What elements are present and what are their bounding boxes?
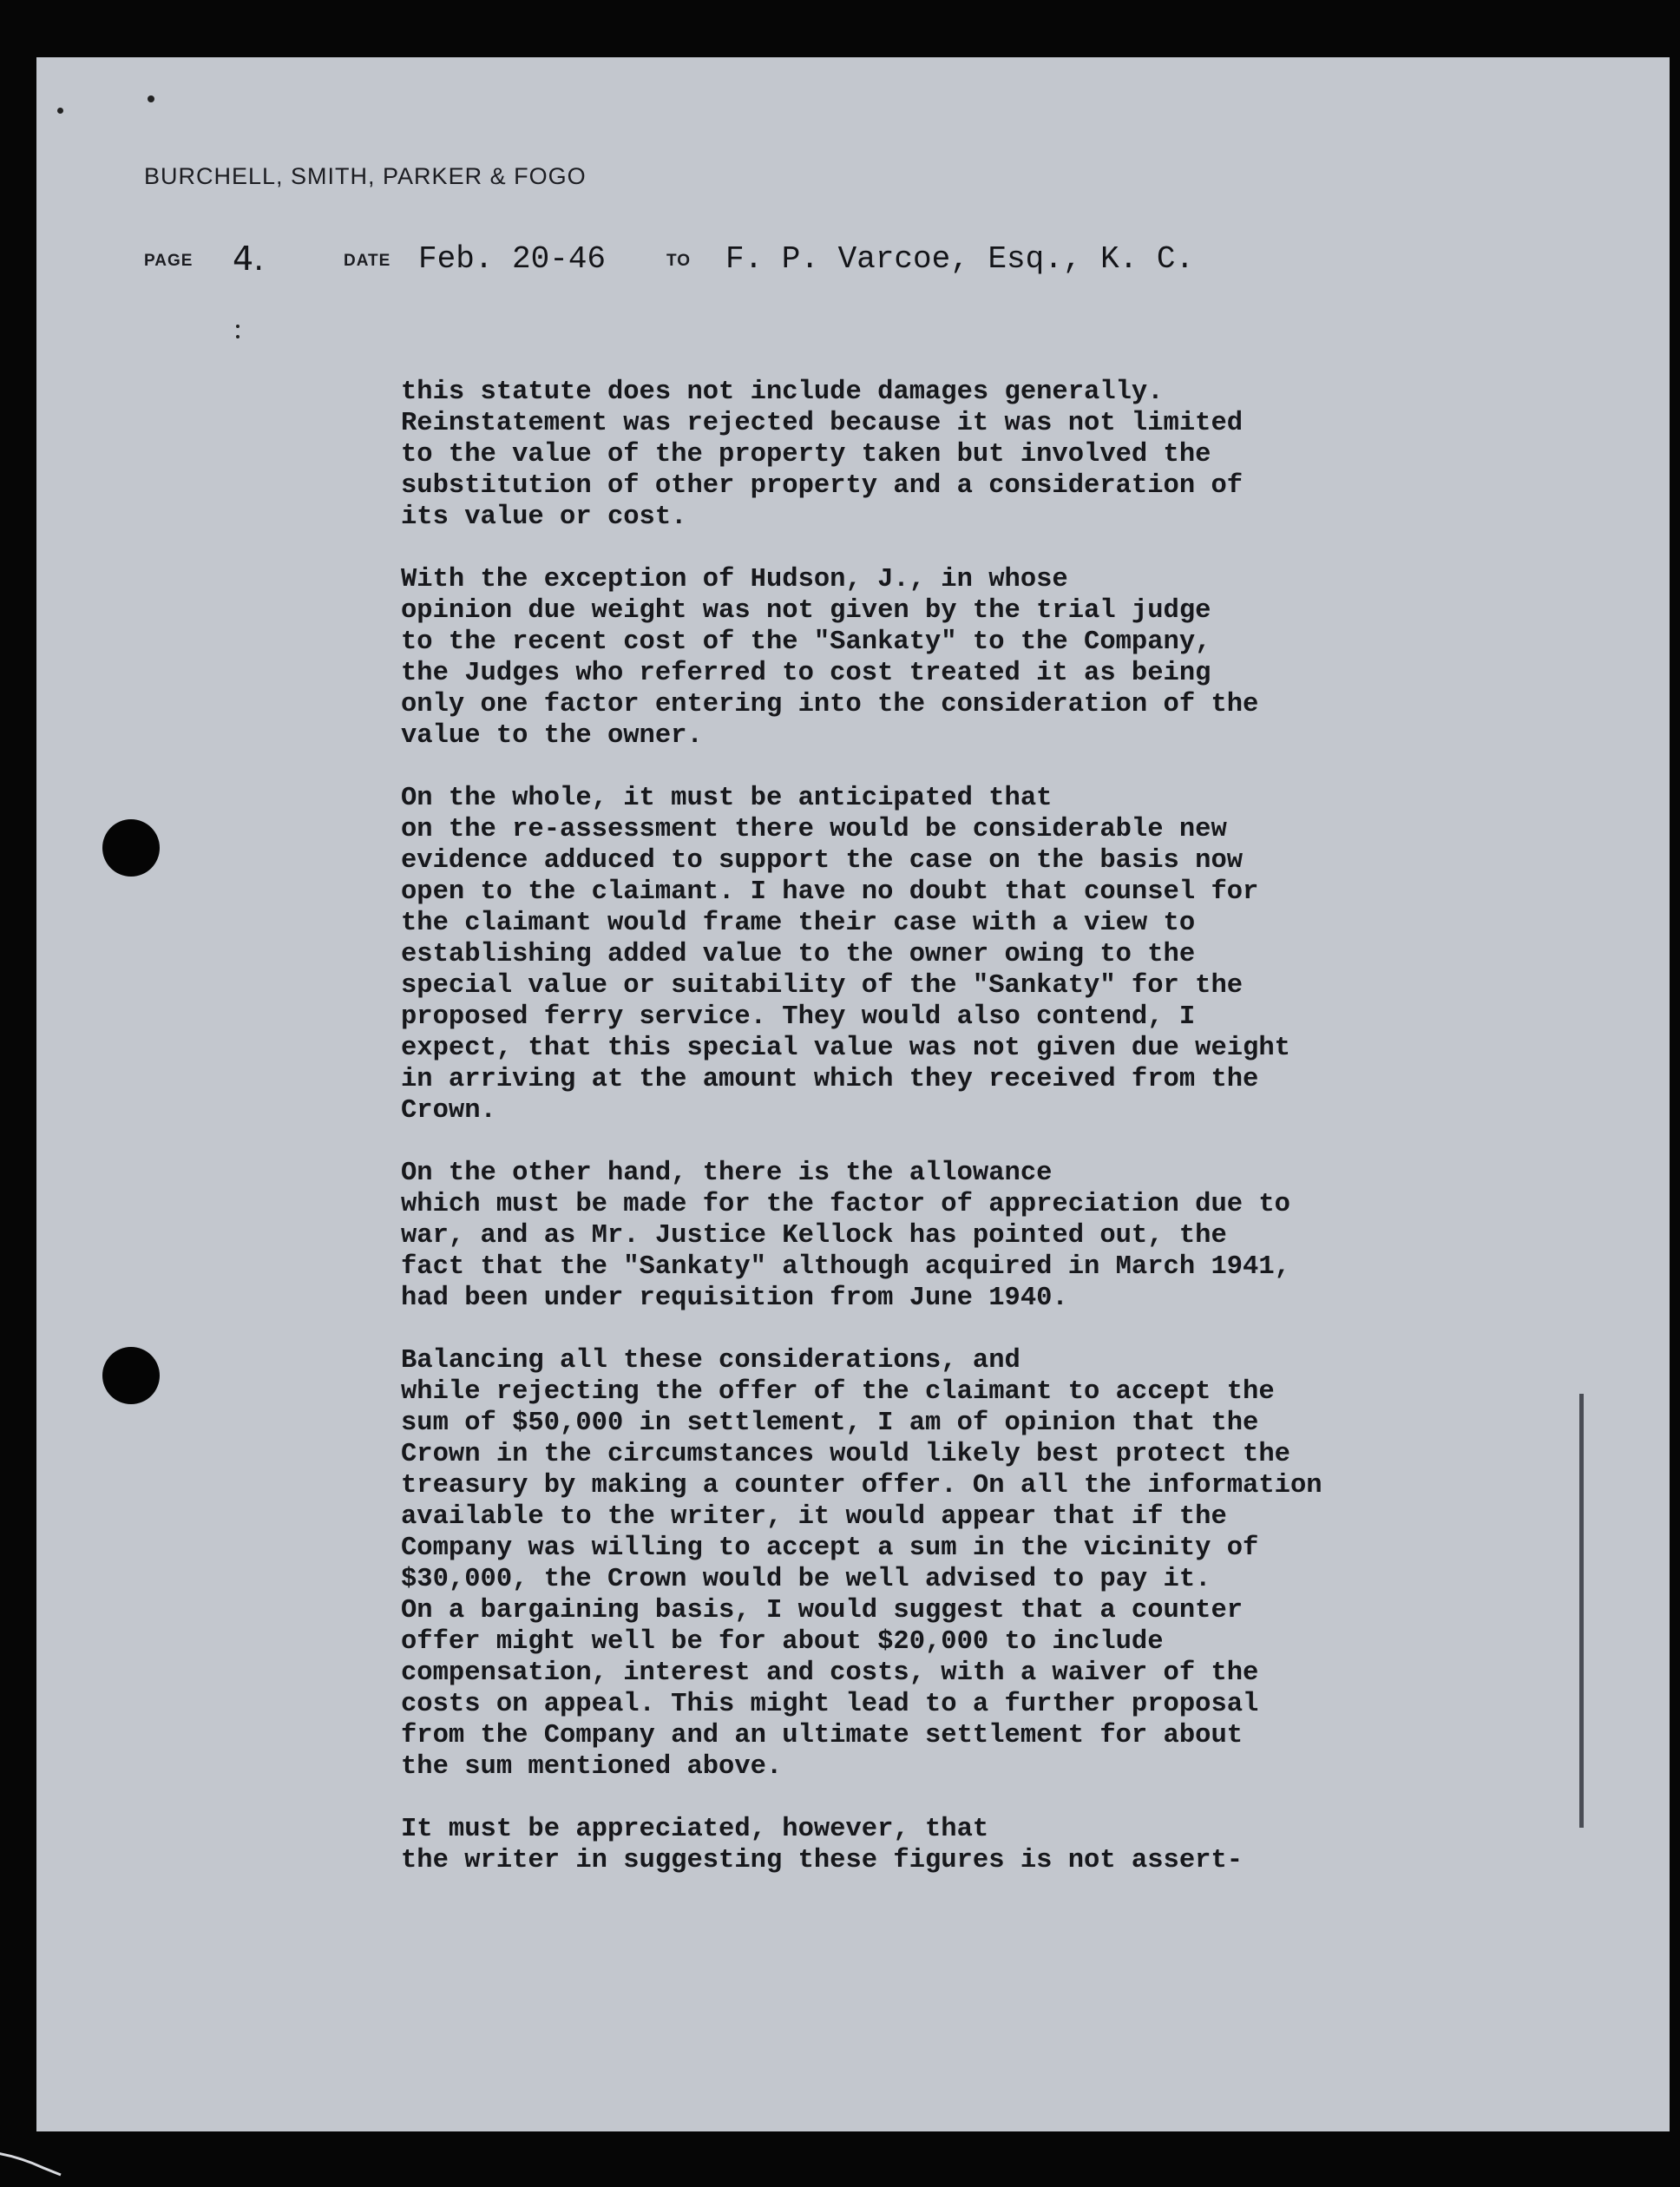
date-label: DATE: [344, 252, 391, 270]
recipient-name: F. P. Varcoe, Esq., K. C.: [725, 241, 1195, 277]
body-paragraph-6: It must be appreciated, however, that the writer in suggesting these figures is not assert-: [401, 1815, 1244, 1875]
body-paragraph-2: With the exception of Hudson, J., in whose opinion due weight was not given by the trial judge to the recent cost of the "Sankaty" to the Company, the Judges who referred to cost treated it as being only one factor entering into the consideration of the value to the owner.: [401, 565, 1259, 751]
stray-dot-1: [57, 108, 63, 114]
colon-mark-lower: [236, 335, 240, 338]
stray-dot-2: [148, 95, 154, 102]
body-paragraph-5: Balancing all these considerations, and while rejecting the offer of the claimant to accept the sum of $50,000 in settlement, I am of opinion that the Crown in the circumstances would likely best protect the treasury by making a counter offer. On all the information available to the writer, it would appear that if the Company was willing to accept a sum in the vicinity of $30,000, the Crown would be well advised to pay it. On a bargaining basis, I would suggest that a counter offer might well be for about $20,000 to include compensation, interest and costs, with a waiver of the costs on appeal. This might lead to a further proposal from the Company and an ultimate settlement for about the sum mentioned above.: [401, 1346, 1322, 1782]
punch-hole-lower: [102, 1347, 160, 1404]
page-number: 4.: [233, 240, 265, 278]
page-curl-mark: [0, 2144, 69, 2178]
body-paragraph-1: this statute does not include damages generally. Reinstatement was rejected because it was not limited to the value of the property taken but involved the substitution of other property and a consideration of its value or cost.: [401, 378, 1244, 532]
colon-mark-upper: [236, 325, 240, 328]
body-paragraph-3: On the whole, it must be anticipated that on the re-assessment there would be considerable new evidence adduced to support the case on the basis now open to the claimant. I have no doubt that counsel for the claimant would frame their case with a view to establishing added value to the owner owing to the special value or suitability of the "Sankaty" for the proposed ferry service. They would also contend, I expect, that this special value was not given due weight in arriving at the amount which they received from the Crown.: [401, 784, 1290, 1126]
date-value-typed: Feb. 20-46: [418, 241, 607, 277]
body-paragraph-4: On the other hand, there is the allowance which must be made for the factor of appreciation due to war, and as Mr. Justice Kellock has pointed out, the fact that the "Sankaty" although acquired in March 1941, had been under requisition from June 1940.: [401, 1159, 1290, 1313]
to-label: TO: [666, 252, 692, 270]
punch-hole-upper: [102, 819, 160, 877]
margin-sideline-mark: [1579, 1394, 1584, 1828]
page-label: PAGE: [144, 252, 194, 270]
letter-body: [401, 377, 1529, 1908]
letterhead-firm-name: BURCHELL, SMITH, PARKER & FOGO: [144, 163, 587, 189]
letter-header-row: [144, 240, 1532, 292]
